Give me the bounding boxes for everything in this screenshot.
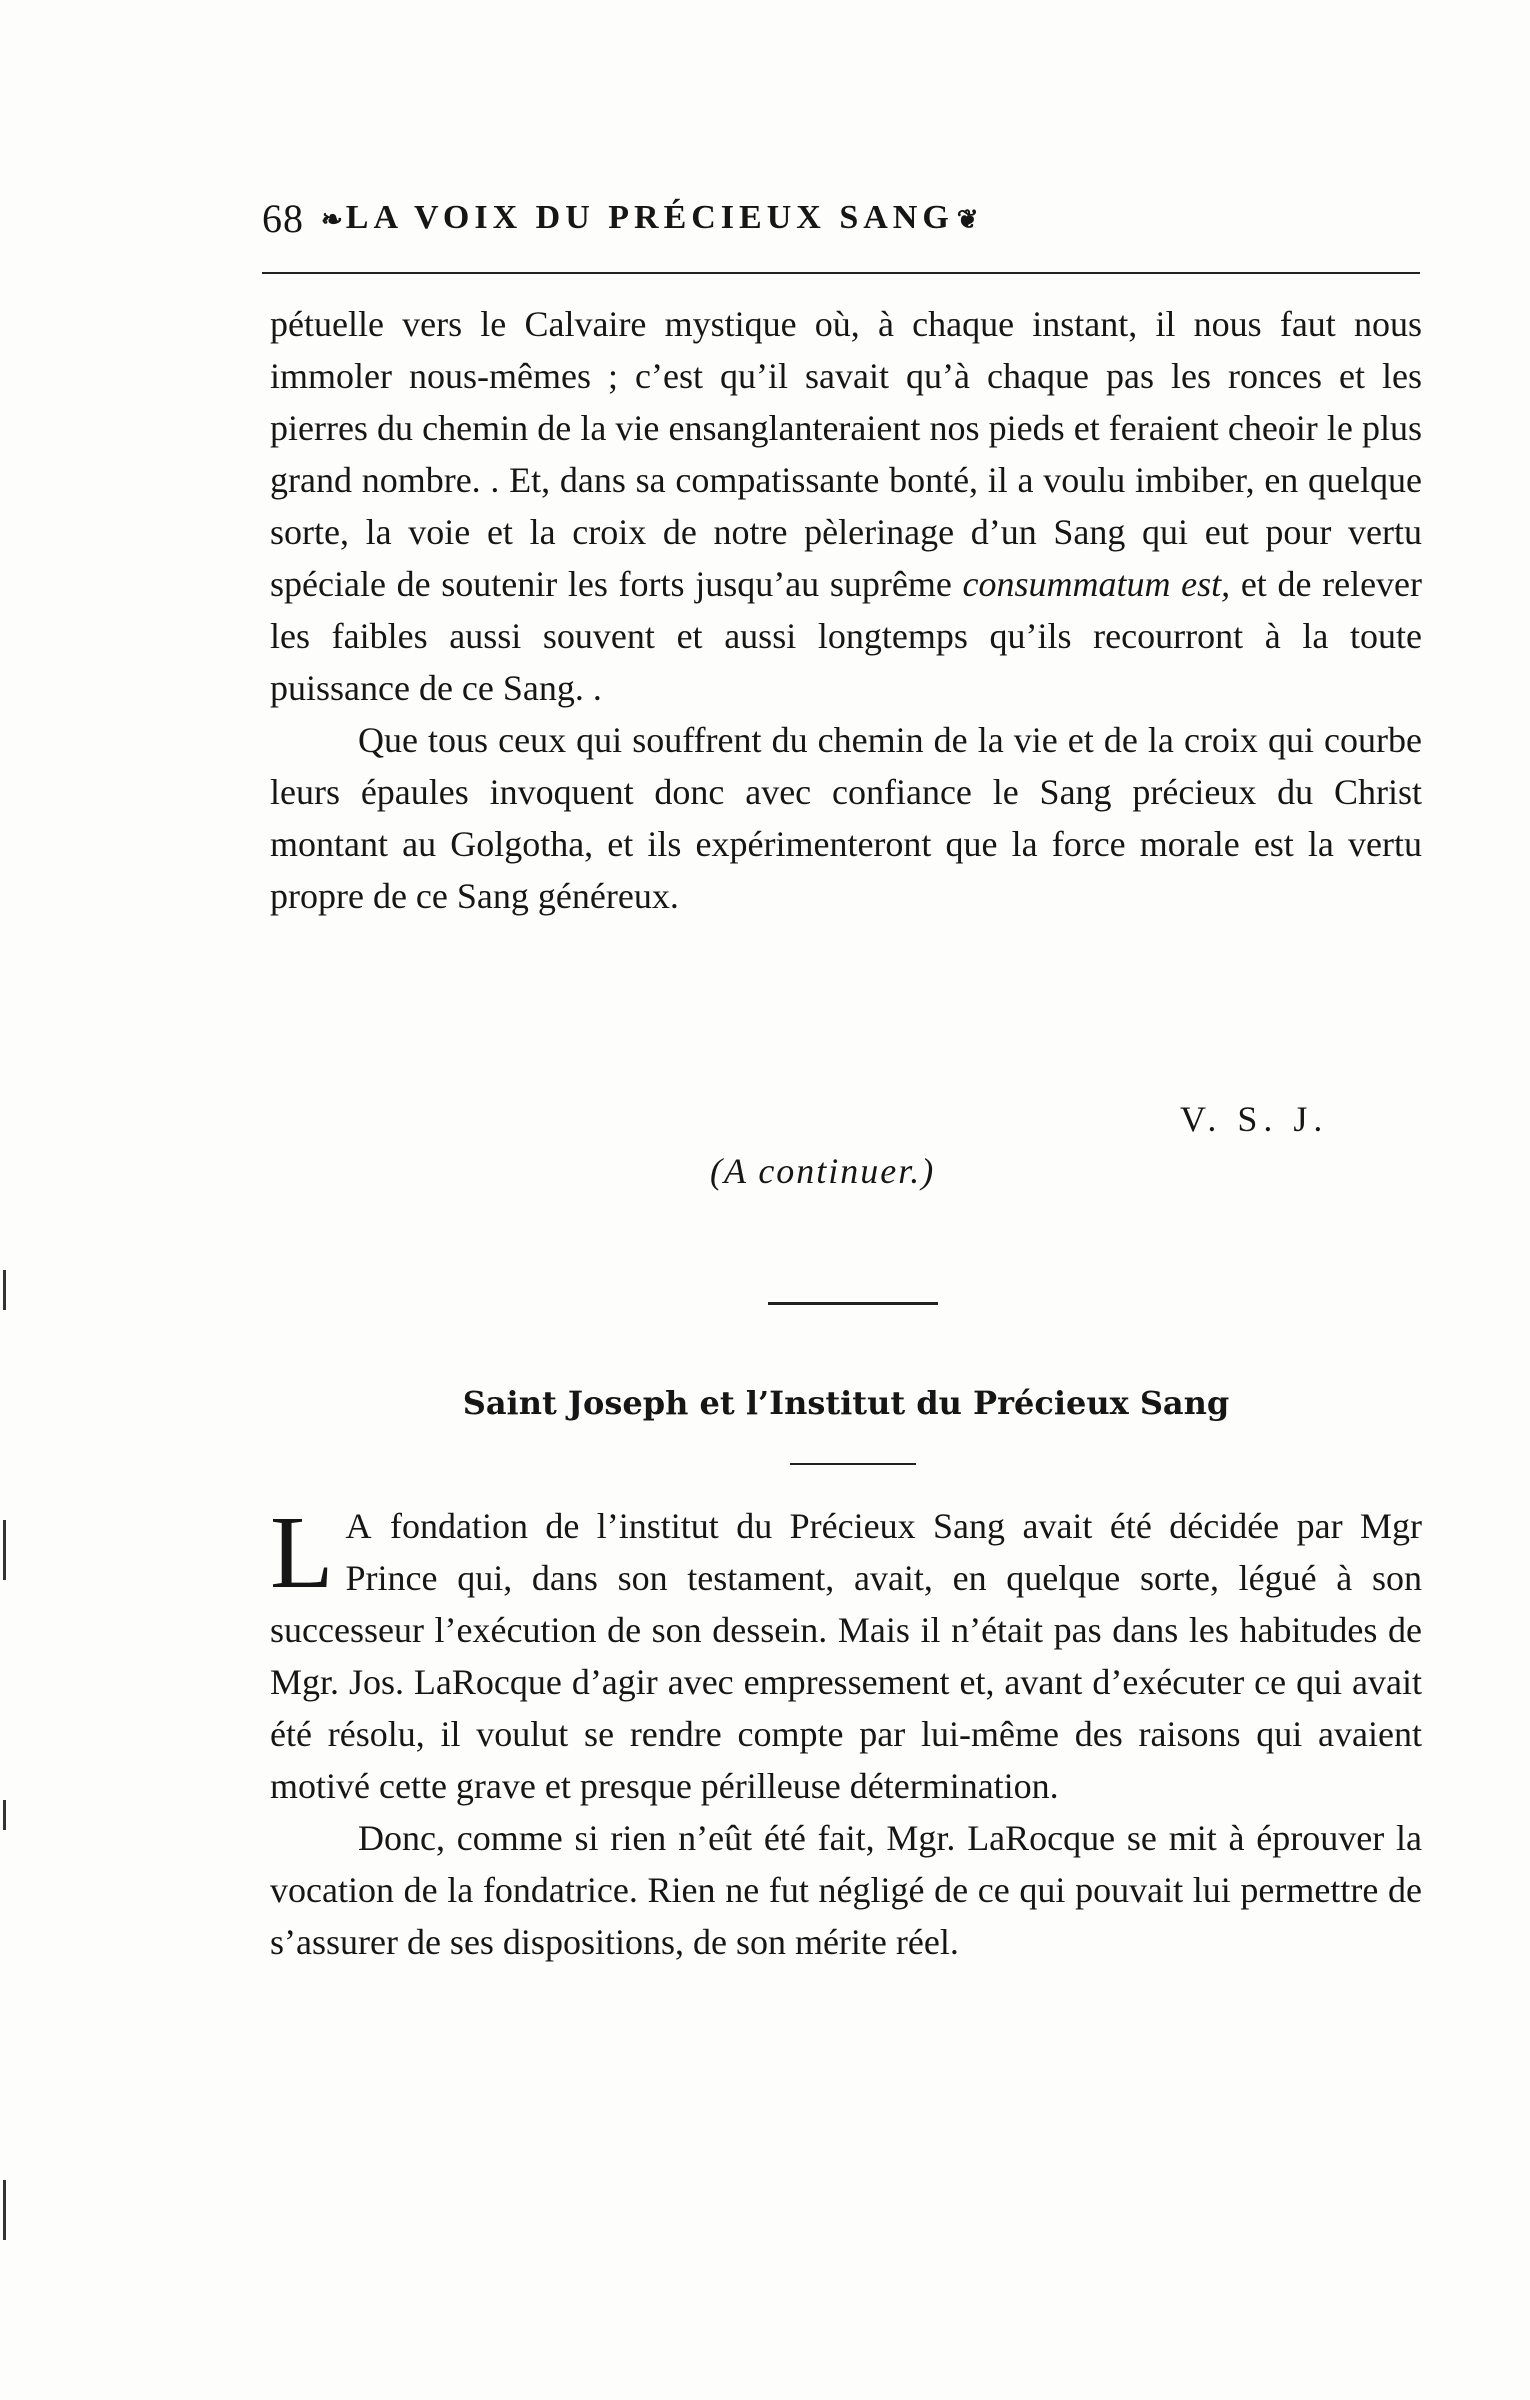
paragraph: Donc, comme si rien n’eût été fait, Mgr. LaRocque se mit à éprouver la vocation de la fondatrice. Rien ne fut négligé de ce qui pouvait lui permettre de s’assurer de ses dispositions, de son mérite réel. (270, 1818, 1422, 1962)
author-signature: V. S. J. (1180, 1099, 1329, 1139)
edge-mark (3, 2180, 6, 2240)
paragraph-text: et de relever les faibles aussi souvent et aussi longtemps qu’ils recourront à la toute puissance de ce Sang. . (270, 564, 1423, 708)
running-title (318, 199, 982, 237)
latin-phrase: consummatum est, (962, 564, 1231, 604)
header-rule (262, 272, 1420, 274)
article-body (270, 1495, 1422, 1968)
drop-cap: L (270, 1495, 334, 1610)
edge-mark (3, 1270, 6, 1310)
ornament-icon: ❧ (321, 205, 343, 234)
paragraph-text: fondation de l’institut du Précieux Sang avait été décidée par Mgr Prince qui, dans son testament, avait, en quelque sorte, légué à son successeur l’exécution de son dessein. Mais il n’était pas dans les habitudes de Mgr. Jos. LaRocque d’agir avec empressement et, avant d’exécuter ce qui avait été résolu, il voulut se rendre compte par lui-même des raisons qui avaient motivé cette grave et presque périlleuse détermination. (270, 1506, 1422, 1806)
paragraph: Que tous ceux qui souffrent du chemin de la vie et de la croix qui courbe leurs épaules invoquent donc avec confiance le Sang précieux du Christ montant au Golgotha, et ils expérimenteront que la force morale est la vertu propre de ce Sang généreux. (270, 720, 1422, 916)
paragraph (270, 298, 1422, 714)
ornament-icon: ❦ (956, 205, 979, 234)
paragraph-text: pétuelle vers le Calvaire mystique où, à chaque instant, il nous faut nous immoler nous-mêmes ; c’est qu’il savait qu’à chaque pas les ronces et les pierres du chemin de la vie ensanglanteraient nos pieds et feraient cheoir le plus grand nombre. . Et, dans sa compatissante bonté, il a voulu imbiber, en quelque sorte, la voie et la croix de notre pèlerinage d’un Sang qui eut pour vertu spéciale de soutenir les forts jusqu’au suprême (270, 304, 1422, 604)
section-divider (768, 1302, 938, 1305)
binding-edge-marks (0, 0, 14, 2400)
first-word-rest: A (345, 1506, 373, 1546)
edge-mark (3, 1800, 6, 1830)
title-rule (790, 1463, 916, 1465)
running-head (262, 188, 1420, 248)
running-title-text: LA VOIX DU PRÉCIEUX SANG (345, 199, 954, 236)
article-continuation (270, 298, 1422, 922)
continuation-note: (A continuer.) (710, 1151, 936, 1191)
paragraph (270, 1495, 1422, 1812)
article-title: Saint Joseph et l’Institut du Précieux Sang (462, 1384, 1230, 1422)
edge-mark (3, 1520, 6, 1580)
page-number: 68 (262, 195, 304, 241)
